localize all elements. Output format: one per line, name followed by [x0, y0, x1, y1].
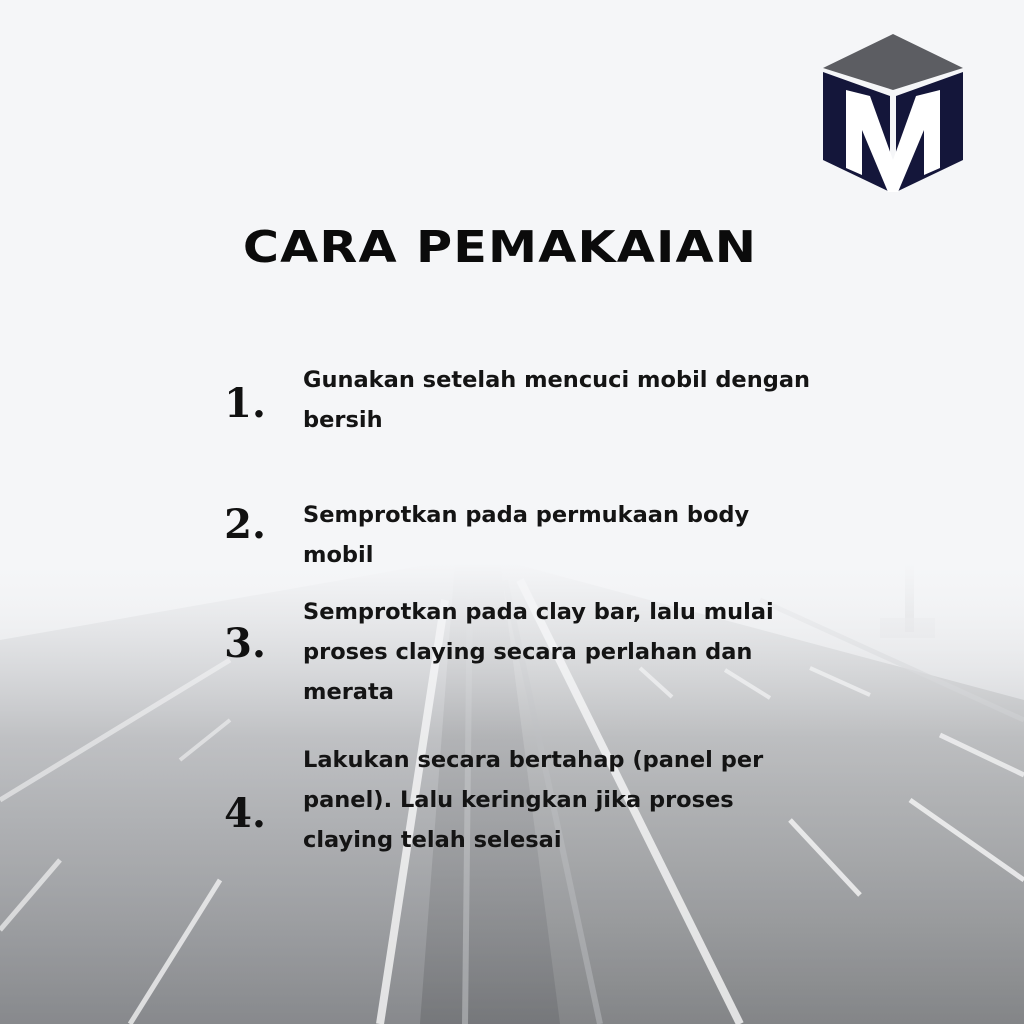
step-number: 2. — [224, 501, 266, 548]
step-text: Gunakan setelah mencuci mobil dengan bersih — [303, 367, 811, 433]
m-cube-logo-icon — [818, 30, 968, 195]
step-text: Lakukan secara bertahap (panel per panel). Lalu keringkan jika proses claying telah selesai — [303, 747, 764, 853]
step-text: Semprotkan pada permukaan body mobil — [303, 502, 750, 568]
step-number: 4. — [224, 790, 266, 837]
page-title: CARA PEMAKAIAN — [242, 222, 758, 273]
step-number: 1. — [224, 380, 266, 427]
step-number: 3. — [224, 620, 266, 667]
step-text: Semprotkan pada clay bar, lalu mulai proses claying secara perlahan dan merata — [303, 599, 774, 705]
